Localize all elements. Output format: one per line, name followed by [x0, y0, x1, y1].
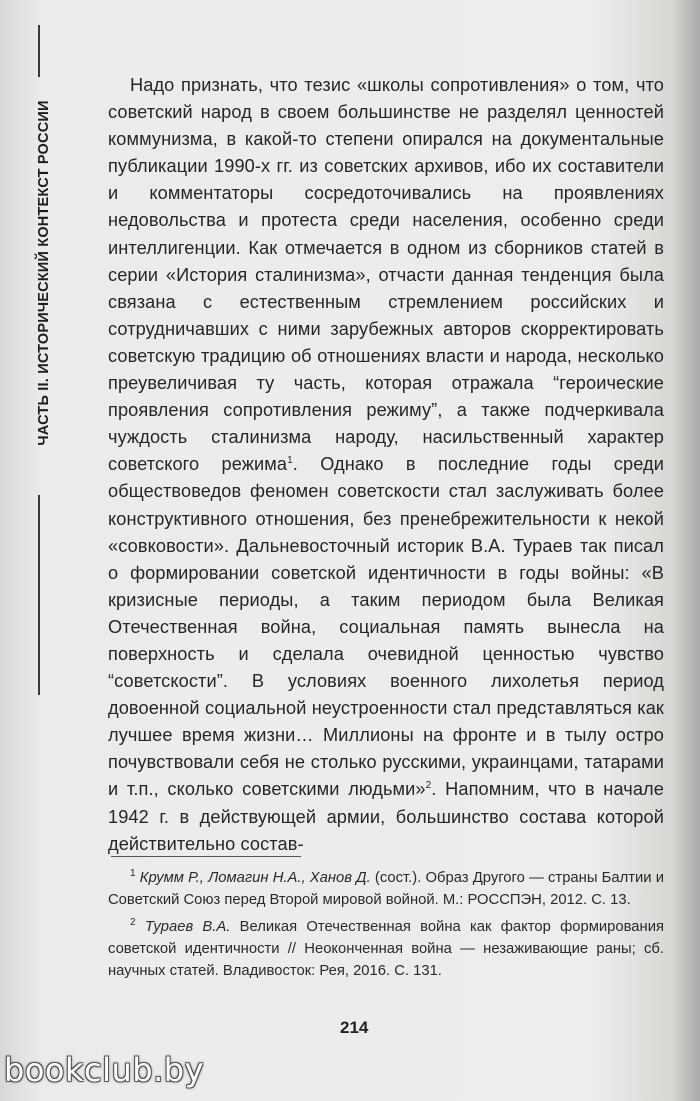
text-segment-2: . Однако в последние годы среди обществоведов феномен советскости стал заслуживать более конструктивного отношения, без пренебрежительности к некой «совковости». Дальневосточный историк В.А. Тураев так писал о формировании советской идентичности в годы войны: «В кризисные периоды, а таким периодом была Великая Отечественная война, социальная память вынесла на поверхность и сделала очевидной ценностью чувство “советскости”. В условиях военного лихолетья период довоенной социальной неустроенности стал представляться как лучшее время жизни… Миллионы на фронте и в тылу остро почувствовали себя не столько русскими, украинцами, татарами и т.п., сколько советскими людьми» [108, 454, 664, 800]
footnote-divider [111, 856, 301, 857]
page-number: 214 [340, 1018, 369, 1037]
text-segment-1: Надо признать, что тезис «школы сопротивления» о том, что советский народ в своем большинстве не разделял ценностей коммунизма, в какой-то степени опирался на документальные публикации 1990-х гг. из советских архивов, ибо их составители и комментаторы сосредоточивались на проявлениях недовольства и протеста среди населения, особенно среди интеллигенции. Как отмечается в одном из сборников статей в серии «История сталинизма», отчасти данная тенденция была связана с естественным стремлением российских и сотрудничавших с ними зарубежных авторов скорректировать советскую традицию об отношениях власти и народа, несколько преувеличивая ту часть, которая отражала “героические проявления сопротивления режиму”, а также подчеркивала чуждость сталинизма народу, насильственный характер советского режима [108, 75, 664, 475]
section-title: ЧАСТЬ II. ИСТОРИЧЕСКИЙ КОНТЕКСТ РОССИИ [36, 100, 52, 446]
footnote-number: 2 [130, 917, 136, 929]
footnote-1 [108, 867, 664, 911]
running-header [38, 25, 50, 460]
footnotes [108, 867, 664, 987]
paragraph [108, 72, 664, 858]
footnote-ref-1: 1 [287, 455, 293, 467]
footnote-text: (сост.). Образ Другого — страны Балтии и Советский Союз перед Второй мировой войной. М.: РОССПЭН, 2012. С. 13. [108, 870, 664, 908]
main-text [108, 72, 664, 858]
footnote-ref-2: 2 [425, 780, 432, 792]
footnote-2 [108, 916, 664, 982]
watermark: bookclub.by [4, 1051, 204, 1089]
footnote-authors: Крумм Р., Ломагин Н.А., Ханов Д. [139, 870, 371, 886]
footnote-text: Великая Отечественная война как фактор формирования советской идентичности // Неоконченная война — незаживающие раны; сб. научных статей. Владивосток: Рея, 2016. С. 131. [108, 919, 664, 979]
page-gutter-shadow [672, 0, 700, 1101]
footnote-authors: Тураев В.А. [144, 919, 231, 935]
text-segment-3: . Напомним, что в начале 1942 г. в действующей армии, большинство состава которой действительно состав- [108, 779, 664, 854]
footnote-number: 1 [130, 868, 136, 880]
header-rule-bottom [38, 495, 40, 695]
